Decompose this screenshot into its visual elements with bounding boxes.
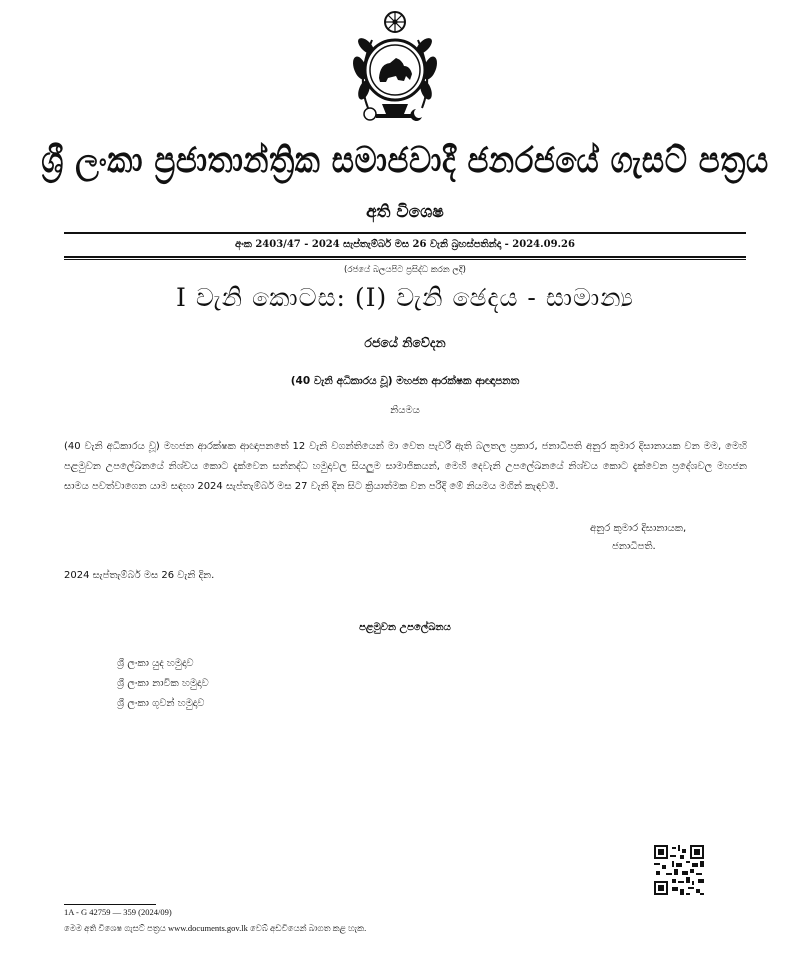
schedule-item: ශ්‍රී ලංකා නාවික හමුදාව bbox=[117, 678, 209, 689]
order-body: (40 වැනි අධිකාරය වූ) මහජන ආරක්ෂක ආඥාපනතේ 12 වැනි වගන්තියෙන් මා වෙත පැවරී ඇති බලතල ප්‍රකාර, ජනාධිපති අනුර කුමාර දිසානායක වන මම, මෙහි පළමුවන උපලේඛනයේ නිශ්චය කොට දැක්වෙන සන්නද්ධ හමුදාවල සියලුම සාමාජිකයන්, මෙහි දෙවැනි උපලේඛනයේ නිශ්චය කොට දැක්වෙන ප්‍රදේශවල මහජන සාමය පවත්වාගෙන යාම සඳහා 2024 සැප්තැම්බර් මස 27 වැනි දින සිට ක්‍රියාත්මක වන පරිදි මේ නියමය මගින් කැඳවමි. bbox=[64, 441, 747, 492]
header-rule-bottom bbox=[64, 256, 746, 258]
law-title: (40 වැනි අධිකාරය වූ) මහජන ආරක්ෂක ආඥාපනත bbox=[290, 375, 520, 387]
signatory-name: අනුර කුමාර දිසානායක, bbox=[590, 523, 687, 534]
order-heading: නියමය bbox=[390, 405, 420, 416]
schedule-item: ශ්‍රී ලංකා යුද හමුදාව bbox=[117, 658, 194, 669]
signatory-title: ජනාධිපති. bbox=[612, 541, 656, 552]
part-title: I වැනි කොටස: (I) වැනි ඡෙදය - සාමාන්‍ය bbox=[176, 283, 634, 312]
extraordinary-label: අති විශෙෂ bbox=[366, 202, 444, 222]
notice-heading: රජයේ නිවේදන bbox=[364, 335, 446, 350]
footer-code: 1A - G 42759 — 359 (2024/09) bbox=[64, 907, 172, 917]
qr-code-icon bbox=[654, 845, 704, 895]
header-rule-top bbox=[64, 232, 746, 234]
footer-note: මෙම අති විශෙෂ ගැසට් පත්‍රය www.documents.gov.lk වෙබ් අඩවියෙන් බාගත කළ හැක. bbox=[64, 923, 367, 933]
schedule-heading: පළමුවන උපලේඛනය bbox=[359, 622, 451, 633]
schedule-item: ශ්‍රී ලංකා ගුවන් හමුදාව bbox=[117, 698, 205, 709]
gazette-title: ශ්‍රී ලංකා ප්‍රජාතාන්ත්‍රික සමාජවාදී ජනරජයේ ගැසට් පත්‍රය bbox=[41, 140, 769, 182]
issue-line: අංක 2403/47 - 2024 සැප්තැම්බර් මස 26 වැනි බ්‍රහස්පතින්දා - 2024.09.26 bbox=[235, 239, 575, 250]
sri-lanka-emblem-icon bbox=[346, 8, 444, 128]
footer-rule bbox=[64, 904, 156, 905]
header-rule-bottom-thin bbox=[64, 259, 746, 260]
order-date: 2024 සැප්තැම්බර් මස 26 වැනි දින. bbox=[64, 570, 215, 581]
schedule-list bbox=[117, 654, 209, 714]
published-by: (රජයේ බලයපිට ප්‍රසිද්ධ කරන ලදි) bbox=[344, 265, 466, 275]
